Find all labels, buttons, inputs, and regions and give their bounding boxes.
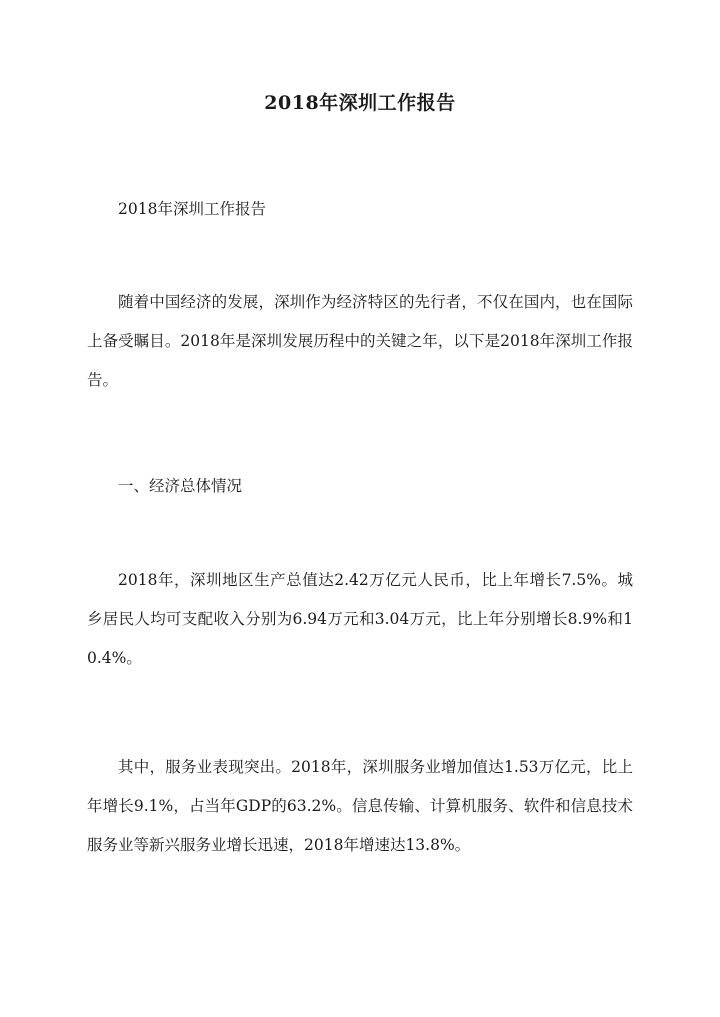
document-title: 2018年深圳工作报告 (264, 92, 456, 114)
economy-paragraph: 2018年，深圳地区生产总值达2.42万亿元人民币，比上年增长7.5%。城乡居民人均可支配收入分别为6.94万元和3.04万元，比上年分别增长8.9%和10.4%。 (87, 571, 633, 667)
section-heading: 一、经济总体情况 (118, 477, 243, 495)
document-subtitle: 2018年深圳工作报告 (118, 200, 266, 218)
intro-paragraph: 随着中国经济的发展，深圳作为经济特区的先行者，不仅在国内，也在国际上备受瞩目。2018年是深圳发展历程中的关键之年，以下是2018年深圳工作报告。 (87, 293, 633, 389)
services-paragraph: 其中，服务业表现突出。2018年，深圳服务业增加值达1.53万亿元，比上年增长9.1%，占当年GDP的63.2%。信息传输、计算机服务、软件和信息技术服务业等新兴服务业增长迅速，2018年增速达13.8%。 (87, 758, 633, 854)
